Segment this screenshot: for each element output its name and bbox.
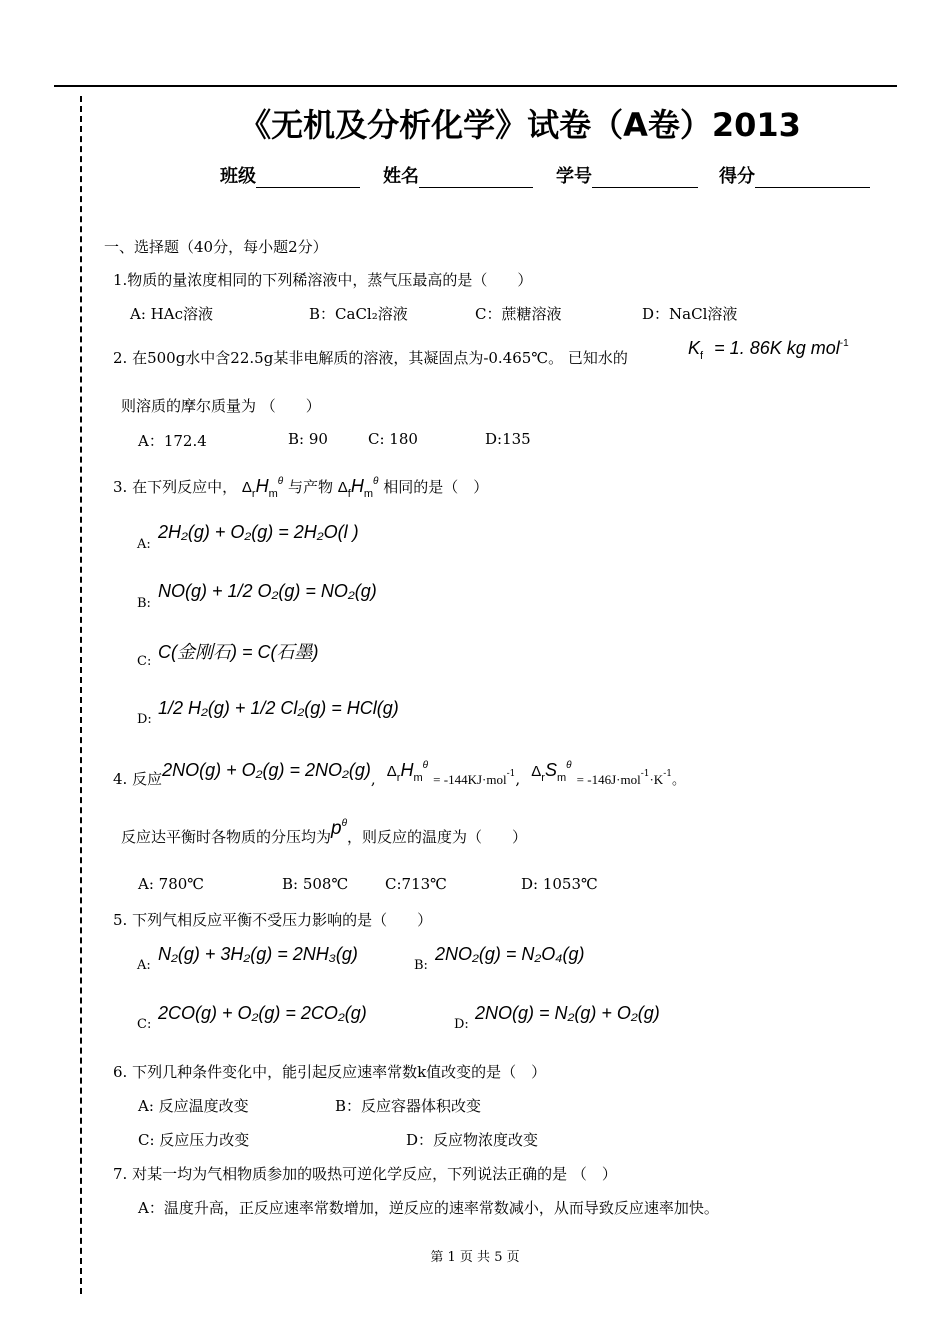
q4-p-symbol: p [331,818,342,839]
q7-stem: 7. 对某一均为气相物质参加的吸热可逆化学反应，下列说法正确的是 （ ） [113,1165,617,1183]
score-field [719,162,870,188]
q4-delta-h: Δ [386,763,397,780]
q4-m-sub: m [413,772,423,784]
kf-subscript: f [700,350,704,362]
q3-stem [113,476,489,500]
q4-theta: θ [422,760,429,771]
q1-stem: 1.物质的量浓度相同的下列稀溶液中，蒸气压最高的是（ ） [113,271,533,289]
q4-line-2 [121,818,528,846]
q2-stem-2: 则溶质的摩尔质量为 （ ） [121,397,321,415]
q6-option-b: B：反应容器体积改变 [335,1097,482,1115]
q4-line2-pre: 反应达平衡时各物质的分压均为 [121,828,332,846]
q5-d-equation: 2NO(g) = N₂(g) + O₂(g) [475,1003,660,1023]
q5-c-label: C: [137,1017,152,1032]
q4-pre: 4. 反应 [113,770,163,788]
class-blank[interactable] [256,168,360,188]
r-subscript: r [251,488,256,500]
class-label: 班级 [220,166,256,187]
q5-stem: 5. 下列气相反应平衡不受压力影响的是（ ） [113,911,433,929]
q4-option-c: C:713℃ [385,875,447,893]
student-id-blank[interactable] [592,168,698,188]
q4-s-symbol: S [544,760,557,780]
q3-c-equation: C(金刚石) = C(石墨) [158,642,319,662]
q3-a-label: A: [137,537,151,552]
q1-option-d: D：NaCl溶液 [642,305,738,323]
q7-option-a: A：温度升高，正反应速率常数增加，逆反应的速率常数减小，从而导致反应速率加快。 [138,1199,719,1217]
kf-value: = 1. 86K kg mol [714,338,840,358]
name-blank[interactable] [419,168,533,188]
q4-end: 。 [671,773,685,788]
q6-stem: 6. 下列几种条件变化中，能引起反应速率常数k值改变的是（ ） [113,1063,547,1081]
q3-b-equation: NO(g) + 1/2 O₂(g) = NO₂(g) [158,581,377,601]
binding-dashed-line [80,96,82,1294]
enthalpy-symbol-2: H [350,476,364,496]
q5-d-label: D: [454,1017,469,1032]
q4-option-b: B: 508℃ [282,875,349,893]
q4-p-theta: θ [341,818,348,829]
q3-d-equation: 1/2 H₂(g) + 1/2 Cl₂(g) = HCl(g) [158,698,399,718]
q6-option-a: A: 反应温度改变 [138,1097,249,1115]
q4-ds-value: = -146J·mol [576,772,641,787]
delta-symbol: Δ [241,479,252,496]
name-field [383,162,533,188]
exam-title: 《无机及分析化学》试卷（A卷）2013 [239,106,801,144]
q2-kf-formula [688,338,849,362]
enthalpy-symbol: H [255,476,269,496]
q1-option-a: A: HAc溶液 [130,305,213,323]
q4-option-a: A: 780℃ [138,875,205,893]
q6-option-d: D：反应物浓度改变 [406,1131,539,1149]
q5-a-label: A: [137,958,151,973]
q4-sep: , [515,770,521,788]
m-subscript: m [268,488,278,500]
q4-ds-exp-2: -1 [663,769,672,779]
q4-h-symbol: H [400,760,414,780]
q3-b-label: B: [137,596,151,611]
delta-symbol-2: Δ [337,479,348,496]
score-label: 得分 [719,166,755,187]
q4-r-sub-2: r [541,772,545,784]
kf-symbol: K [688,338,701,358]
q5-c-equation: 2CO(g) + O₂(g) = 2CO₂(g) [158,1003,367,1023]
section-heading: 一、选择题（40分，每小题2分） [104,238,328,256]
page-footer: 第 1 页 共 5 页 [430,1250,520,1265]
q3-stem-post: 相同的是（ ） [383,478,489,496]
q4-r-sub: r [396,772,401,784]
class-field [220,162,360,188]
q1-option-b: B：CaCl₂溶液 [309,305,408,323]
q4-comma: , [370,770,376,788]
q2-option-c: C: 180 [368,430,418,448]
q4-theta-2: θ [566,760,572,771]
f-subscript: f [347,488,351,500]
q4-option-d: D: 1053℃ [521,875,598,893]
q3-c-label: C: [137,654,152,669]
q4-ds-exp-1: -1 [640,769,650,779]
q4-ds-mid: ·K [649,772,664,787]
q5-a-equation: N₂(g) + 3H₂(g) = 2NH₃(g) [158,944,358,964]
theta-superscript-2: θ [373,476,379,487]
q4-line2-post: ，则反应的温度为（ ） [347,828,528,846]
score-blank[interactable] [755,168,870,188]
top-rule [54,85,897,87]
q3-stem-pre: 3. 在下列反应中， [113,478,238,496]
name-label: 姓名 [383,166,419,187]
q3-d-label: D: [137,712,152,727]
q4-dh-value: = -144KJ·mol [433,772,507,787]
q2-stem: 2. 在500g水中含22.5g某非电解质的溶液，其凝固点为-0.465℃。 已知水的 [113,349,628,367]
q6-option-c: C: 反应压力改变 [138,1131,250,1149]
q4-m-sub-2: m [556,772,567,784]
q1-option-c: C：蔗糖溶液 [475,305,562,323]
theta-superscript: θ [277,476,284,487]
q2-option-d: D:135 [485,430,531,448]
q4-line-1 [113,760,685,788]
q5-b-label: B: [414,958,428,973]
q2-option-b: B: 90 [288,430,328,448]
m-subscript-2: m [363,488,374,500]
q2-option-a: A：172.4 [138,432,207,450]
student-id-field [556,162,698,188]
q4-dh-exp: -1 [506,769,516,779]
kf-exponent: -1 [839,338,849,349]
q3-a-equation: 2H₂(g) + O₂(g) = 2H₂O(l ) [158,522,359,542]
student-id-label: 学号 [556,166,592,187]
q5-b-equation: 2NO₂(g) = N₂O₄(g) [435,944,585,964]
q4-delta-s: Δ [531,763,542,780]
q4-equation: 2NO(g) + O₂(g) = 2NO₂(g) [162,760,371,780]
q3-stem-mid: 与产物 [287,478,333,496]
